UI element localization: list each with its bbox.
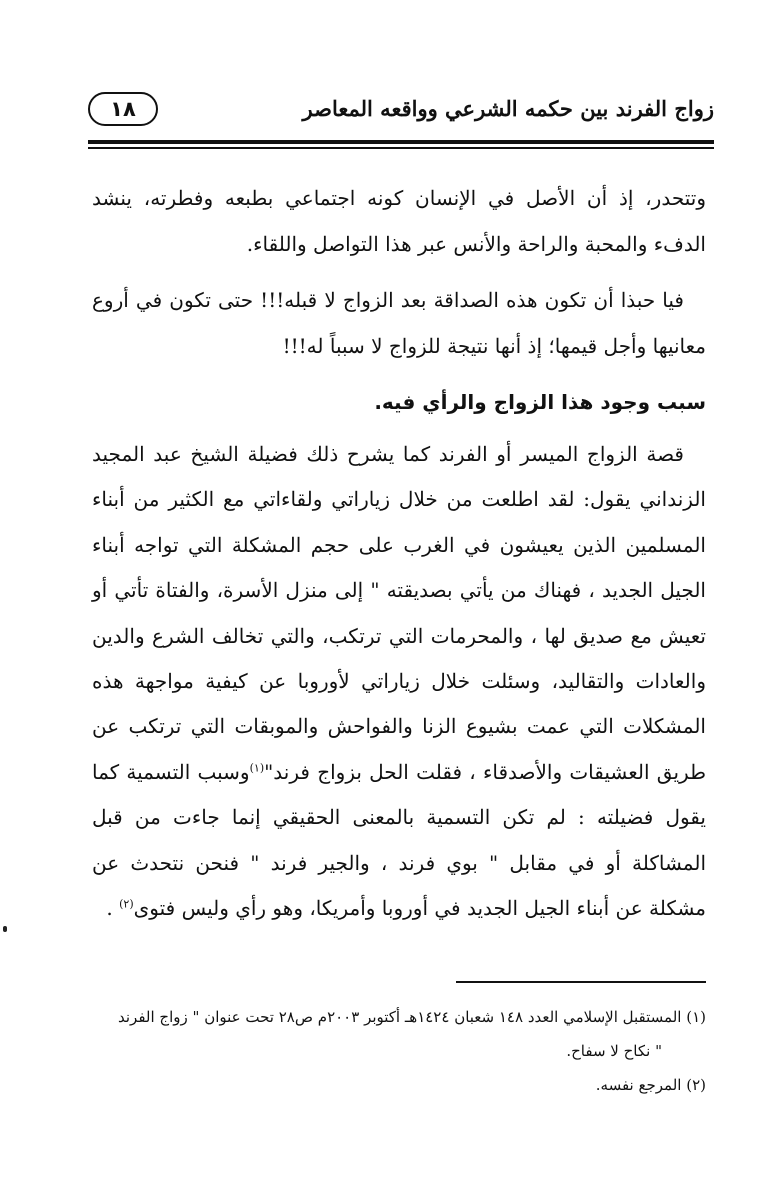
header-rule-thin: [88, 147, 714, 149]
footnote-1: [80, 1000, 706, 1068]
paragraph-3-end: .: [106, 896, 120, 921]
paragraph-2-text: فيا حبذا أن تكون هذه الصداقة بعد الزواج لا قبله!!! حتى تكون في أروع معانيها وأجل قيمها؛ إذ أنها نتيجة للزواج لا سبباً له!!!: [92, 288, 706, 358]
footnote-2: (٢) المرجع نفسه.: [595, 1076, 706, 1094]
footnote-1-line-1: (١) المستقبل الإسلامي العدد ١٤٨ شعبان ١٤٢٤هـ أكتوبر ٢٠٠٣م ص٢٨ تحت عنوان " زواج الفرند: [118, 1008, 706, 1026]
margin-mark: [3, 926, 7, 932]
footnote-1-line-2: " نكاح لا سفاح.: [566, 1042, 662, 1060]
section-heading: سبب وجود هذا الزواج والرأي فيه.: [374, 390, 706, 414]
paragraph-3-text-part-2: وسبب التسمية كما يقول فضيلته : لم تكن التسمية بالمعنى الحقيقي إنما جاءت من قبل المشاكلة أو في مقابل " بوي فرند ، والجير فرند " فنحن نتحدث عن مشكلة عن أبناء الجيل الجديد في أوروبا وأمريكا، وهو رأي وليس فتوى: [92, 759, 707, 921]
running-title: زواج الفرند بين حكمه الشرعي وواقعه المعاصر: [302, 96, 714, 121]
paragraph-3: [92, 432, 706, 931]
page-header: [88, 92, 714, 134]
header-rule-thick: [88, 140, 714, 144]
page-number-badge: ١٨: [88, 92, 158, 126]
footnote-reference-2[interactable]: (٢): [119, 897, 134, 911]
paragraph-1: وتتحدر، إذ أن الأصل في الإنسان كونه اجتماعي بطبعه وفطرته، ينشد الدفء والمحبة والراحة والأنس عبر هذا التواصل واللقاء.: [92, 186, 706, 256]
footnotes: [80, 1000, 706, 1102]
paragraph-2: [92, 277, 706, 369]
footnote-reference-1[interactable]: (١): [249, 761, 265, 775]
paragraph-3-text-part-1: قصة الزواج الميسر أو الفرند كما يشرح ذلك فضيلة الشيخ عبد المجيد الزنداني يقول: لقد اطلعت من خلال زياراتي ولقاءاتي مع الكثير من أبناء المسلمين الذين يعيشون في الغرب على حجم المشكلة التي تواجه أبناء الجيل الجديد ، فهناك من يأتي بصديقته " إلى منزل الأسرة، والفتاة تأتي أو تعيش مع صديق لها ، والمحرمات التي ترتكب، والتي تخالف الشرع والدين والعادات والتقاليد، وسئلت خلال زياراتي لأوروبا عن كيفية مواجهة هذه المشكلات التي عمت بشيوع الزنا والفواحش والموبقات التي ترتكب عن طريق العشيقات والأصدقاء ، فقلت الحل بزواج فرند": [92, 442, 706, 784]
footnote-separator: [456, 981, 706, 983]
